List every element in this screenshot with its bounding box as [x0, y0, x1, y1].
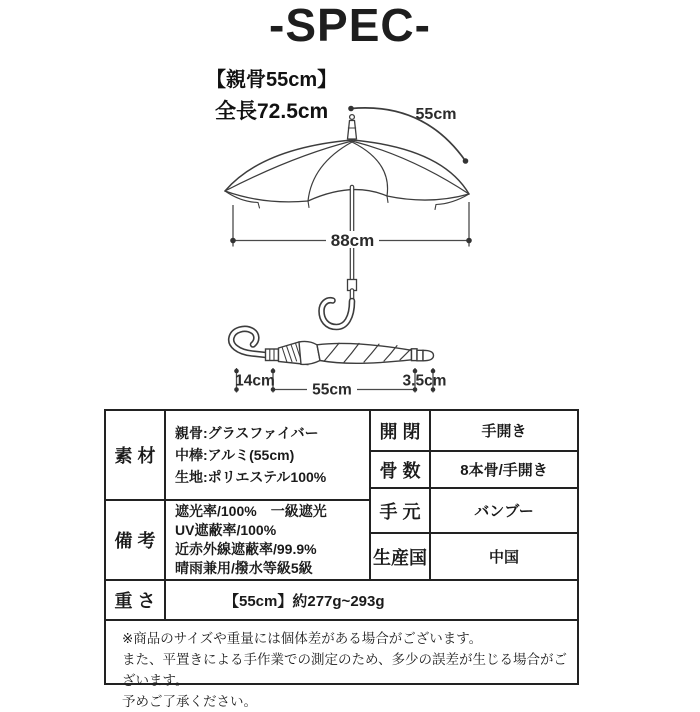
total-length-label: 全長72.5cm — [215, 100, 329, 123]
weight-label: 重 さ — [106, 581, 164, 619]
footnote: ※商品のサイズや重量には個体差がある場合がございます。 また、平置きによる手作業での測定のため、多少の誤差が生じる場合がございます。 予めご了承ください。 — [106, 621, 577, 683]
country-label: 生産国 — [371, 534, 429, 579]
notes-value: 遮光率/100% 一級遮光 UV遮蔽率/100% 近赤外線遮蔽率/99.9% 晴雨兼用/撥水等級5級 — [166, 501, 369, 579]
ferrule — [348, 121, 357, 140]
ferrule-ball — [350, 115, 355, 120]
open-close-label: 開 閉 — [371, 411, 429, 450]
handle-label: 手 元 — [371, 489, 429, 532]
page-title: -SPEC- — [269, 0, 431, 51]
dim-folded-length-label: 55cm — [312, 381, 352, 399]
material-value: 親骨:グラスファイバー 中棒:アルミ(55cm) 生地:ポリエステル100% — [166, 411, 369, 499]
material-label: 素 材 — [106, 411, 164, 499]
weight-value: 【55cm】約277g~293g — [166, 581, 577, 619]
folded-umbrella-drawing — [231, 329, 433, 365]
spec-table — [104, 409, 579, 709]
notes-label: 備 考 — [106, 501, 164, 579]
dim-rib-arc-label: 55cm — [415, 106, 457, 123]
dim-open-width-label: 88cm — [330, 231, 375, 250]
dim-handle-label: 14cm — [235, 372, 275, 390]
handle-value: バンブー — [431, 489, 577, 532]
open-close-value: 手開き — [431, 411, 577, 450]
dim-tip-label: 3.5cm — [402, 372, 447, 390]
open-umbrella-drawing — [225, 115, 469, 327]
rib-size-heading: 【親骨55cm】 — [206, 69, 338, 91]
canopy-outline — [225, 140, 469, 194]
rib-count-value: 8本骨/手開き — [431, 452, 577, 487]
country-value: 中国 — [431, 534, 577, 579]
rib-count-label: 骨 数 — [371, 452, 429, 487]
